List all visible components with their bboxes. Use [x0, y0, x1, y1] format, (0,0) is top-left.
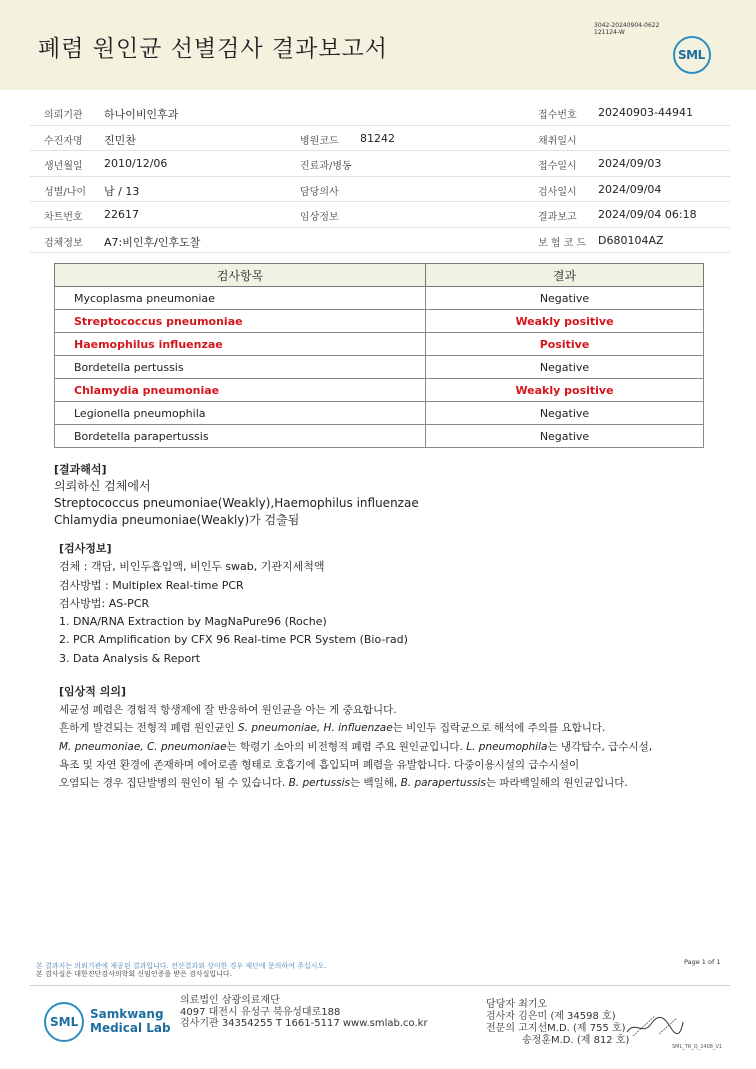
footer-address: 의료법인 삼광의료재단 4097 대전시 유성구 북유성대로188 검사기관 34354255 T 1661-5117 www.smlab.co.kr — [180, 995, 428, 1029]
result-interpretation: [결과해석] 의뢰하신 검체에서 Streptococcus pneumoniae(Weakly),Haemophilus influenzae Chlamydia pneumoniae(Weakly)가 검출됨 — [54, 463, 419, 527]
test-name: Bordetella parapertussis — [55, 425, 426, 448]
results-table — [54, 263, 704, 448]
document-code: 3042-20240904-0622 121124-W — [594, 22, 660, 36]
table-row — [55, 425, 704, 448]
info-row: 수진자명 진민찬 병원코드 81242 채취일시 — [30, 126, 730, 152]
info-row: 검체정보 A7:비인후/인후도찰 보 험 코 드 D680104AZ — [30, 228, 730, 254]
test-result: Negative — [426, 402, 704, 425]
footer-logo: SML — [44, 1002, 84, 1042]
info-row: 성별/나이 남 / 13 담당의사 검사일시 2024/09/04 — [30, 177, 730, 203]
insurance-value: D680104AZ — [598, 233, 664, 247]
table-row — [55, 310, 704, 333]
footer-staff: 담당자 최기오 검사자 김은미 (제 34598 호) 전문의 고지선M.D. (제 755 호) 송정훈M.D. (제 812 호) — [486, 999, 630, 1046]
info-row: 차트번호 22617 임상정보 결과보고 2024/09/04 06:18 — [30, 202, 730, 228]
brand-name: Samkwang Medical Lab — [90, 1007, 171, 1035]
divider — [30, 985, 730, 986]
tested-value: 2024/09/04 — [598, 182, 662, 196]
sml-logo: SML — [673, 36, 711, 74]
clinical-title: [임상적 의의] — [59, 685, 127, 698]
test-result: Weakly positive — [426, 379, 704, 402]
chart-value: 22617 — [104, 208, 139, 221]
clinical-significance: [임상적 의의] 세균성 폐렴은 경험적 항생제에 잘 반응하여 원인균을 아는 게 중요합니다. 흔하게 발견되는 전형적 폐렴 원인균인 S. pneumoniae, H. influenzae는 비인두 집락균으로 해석에 주의를 요합니다. M. pneumoniae, C. pneumoniae는 학령기 소아의 비전형적 폐렴 주요 원인균입니다. L. pneumophila는 냉각탑수, 급수시설, 욕조 및 자연 환경에 존재하며 에어로졸 형태로 호흡기에 흡입되며 폐렴을 유발합니다. 다중이용시설의 급수시설이 오염되는 경우 집단발병의 원인이 될 수 있습니다. B. pertussis는 백일해, B. parapertussis는 파라백일해의 원인균입니다. — [59, 683, 749, 792]
test-name: Chlamydia pneumoniae — [55, 379, 426, 402]
interpretation-title: [결과해석] — [54, 463, 107, 476]
exam-info-title: [검사정보] — [59, 542, 112, 555]
info-row: 의뢰기관 하나이비인후과 접수번호 20240903-44941 — [30, 100, 730, 126]
table-row — [55, 333, 704, 356]
test-name: Mycoplasma pneumoniae — [55, 287, 426, 310]
results-body — [55, 287, 704, 448]
table-row — [55, 379, 704, 402]
info-row: 생년월일 2010/12/06 진료과/병동 접수일시 2024/09/03 — [30, 151, 730, 177]
hospital-code-value: 81242 — [360, 131, 395, 145]
header-item: 검사항목 — [55, 264, 426, 287]
footer-note: 본 결과지는 의뢰기관에 제공된 결과입니다. 전산결과와 상이한 경우 재단에 문의하여 주십시오. 본 검사실은 대한진단검사의학회 신임인증을 받은 검사실입니다. — [36, 962, 327, 978]
sex-age-value: 남 / 13 — [104, 184, 140, 198]
patient-value: 진민찬 — [104, 133, 136, 147]
specimen-value: A7:비인후/인후도찰 — [104, 235, 201, 249]
birth-value: 2010/12/06 — [104, 157, 168, 170]
page-number: Page 1 of 1 — [684, 958, 721, 966]
table-row — [55, 402, 704, 425]
test-result: Positive — [426, 333, 704, 356]
header-result: 결과 — [426, 264, 704, 287]
test-name: Streptococcus pneumoniae — [55, 310, 426, 333]
patient-info — [30, 100, 730, 253]
test-name: Bordetella pertussis — [55, 356, 426, 379]
test-result: Negative — [426, 356, 704, 379]
institution-value: 하나이비인후과 — [104, 108, 179, 121]
form-code: SML_TR_Q_2408_V1 — [672, 1044, 723, 1050]
exam-info: [검사정보] 검체 : 객담, 비인두흡입액, 비인두 swab, 기관지세척액 검사방법 : Multiplex Real-time PCR 검사방법: AS-PCR 1. DNA/RNA Extraction by MagNaPure96 (Roche) 2. PCR Amplification by CFX 96 Real-time PCR System (Bio-rad) 3. Data Analysis & Report — [59, 542, 408, 665]
test-result: Negative — [426, 287, 704, 310]
received-value: 2024/09/03 — [598, 157, 662, 170]
report-header — [0, 0, 756, 90]
accession-value: 20240903-44941 — [598, 106, 693, 119]
reported-value: 2024/09/04 06:18 — [598, 208, 697, 221]
report-title: 폐렴 원인균 선별검사 결과보고서 — [38, 36, 388, 62]
test-name: Legionella pneumophila — [55, 402, 426, 425]
table-row — [55, 287, 704, 310]
table-row — [55, 356, 704, 379]
test-name: Haemophilus influenzae — [55, 333, 426, 356]
test-result: Weakly positive — [426, 310, 704, 333]
test-result: Negative — [426, 425, 704, 448]
signature-icon — [625, 1012, 685, 1040]
table-header-row — [55, 264, 704, 287]
